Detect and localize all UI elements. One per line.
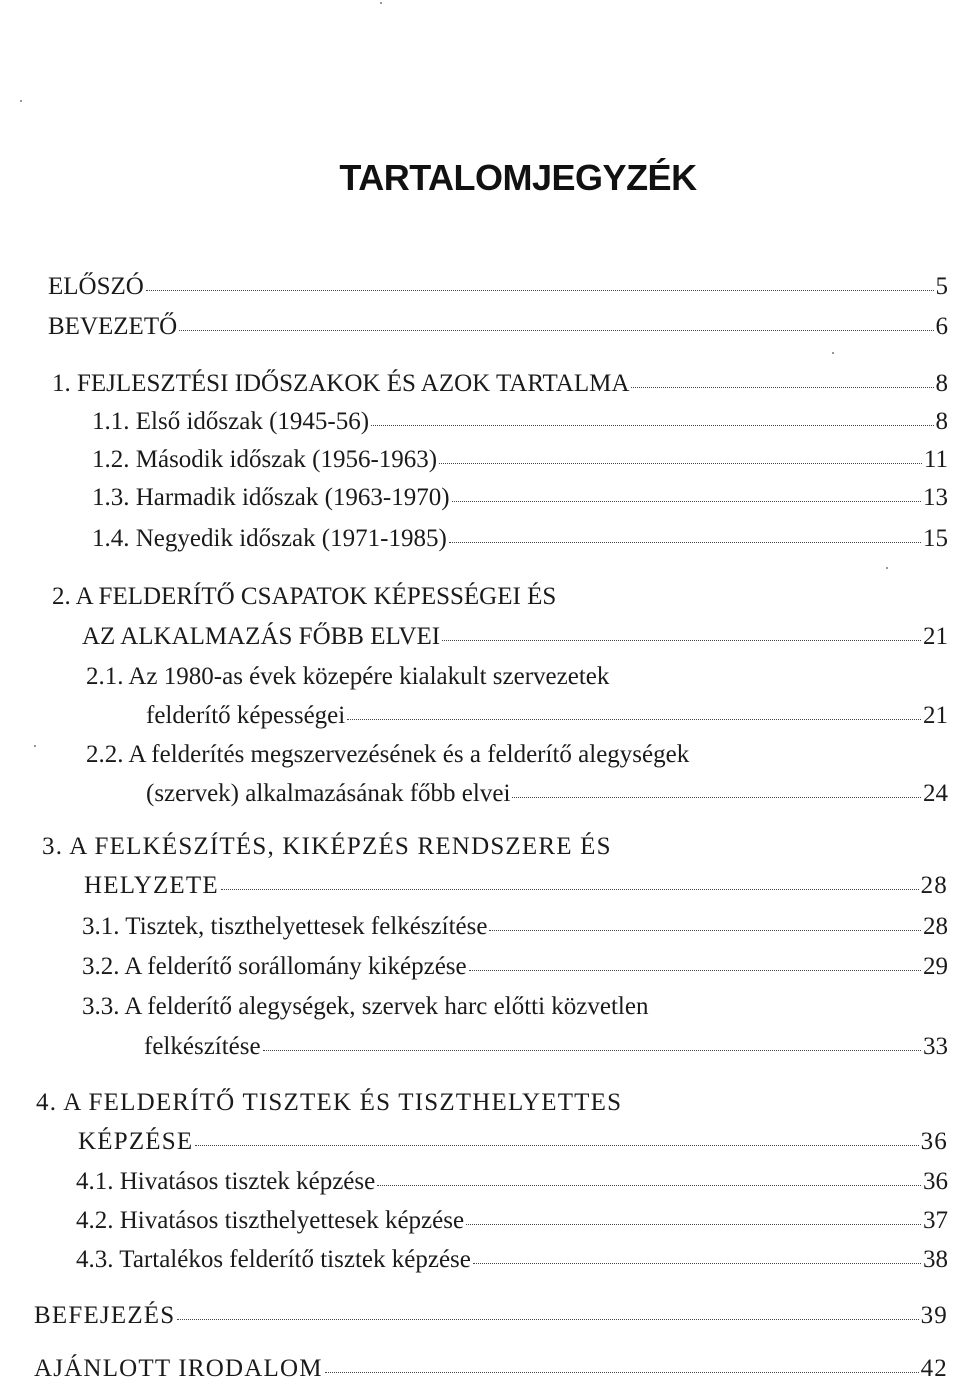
toc-entry-label: 1.4. Negyedik időszak (1971-1985)	[92, 525, 447, 552]
toc-entry-page: 42	[920, 1355, 948, 1382]
toc-entry-section-2-1-line1[interactable]	[86, 660, 948, 694]
toc-entry-label: ELŐSZÓ	[48, 273, 144, 300]
toc-entry-eloszo[interactable]	[48, 270, 948, 304]
dot-leader	[473, 1262, 921, 1264]
toc-entry-section-2-2-line1[interactable]	[86, 738, 948, 772]
toc-entry-page: 13	[923, 484, 948, 511]
dot-leader	[489, 929, 921, 931]
toc-entry-page: 38	[923, 1246, 948, 1273]
toc-entry-label: 4.3. Tartalékos felderítő tisztek képzése	[76, 1246, 471, 1273]
toc-entry-section-3-1[interactable]	[82, 910, 948, 944]
toc-entry-befejezes[interactable]	[34, 1299, 948, 1333]
toc-entry-page: 24	[923, 780, 948, 807]
dot-leader	[452, 500, 921, 502]
toc-entry-page: 29	[923, 953, 948, 980]
toc-entry-page: 37	[923, 1207, 948, 1234]
scan-speck	[34, 745, 36, 747]
toc-entry-label: AZ ALKALMAZÁS FŐBB ELVEI	[82, 623, 441, 650]
toc-entry-page: 39	[920, 1302, 948, 1329]
toc-entry-label: 1. FEJLESZTÉSI IDŐSZAKOK ÉS AZOK TARTALMA	[52, 370, 630, 397]
toc-entry-label: BEFEJEZÉS	[34, 1302, 176, 1329]
toc-entry-label: 2. A FELDERÍTŐ CSAPATOK KÉPESSÉGEI ÉS	[52, 583, 557, 610]
toc-entry-label: (szervek) alkalmazásának főbb elvei	[146, 780, 511, 807]
toc-entry-section-1-4[interactable]	[92, 522, 948, 556]
dot-leader	[221, 888, 919, 890]
toc-entry-label: 4.1. Hivatásos tisztek képzése	[76, 1168, 376, 1195]
toc-entry-page: 21	[923, 623, 948, 650]
toc-entry-label: BEVEZETŐ	[48, 313, 178, 340]
dot-leader	[439, 462, 922, 464]
toc-entry-page: 11	[923, 446, 948, 473]
toc-entry-section-1-2[interactable]	[92, 443, 948, 477]
toc-entry-section-3-2[interactable]	[82, 950, 948, 984]
toc-entry-label: 2.1. Az 1980-as évek közepére kialakult szervezetek	[86, 663, 610, 690]
toc-entry-label: 1.3. Harmadik időszak (1963-1970)	[92, 484, 450, 511]
dot-leader	[146, 289, 934, 291]
page-title: TARTALOMJEGYZÉK	[339, 157, 697, 198]
toc-entry-label: 3.1. Tisztek, tiszthelyettesek felkészítése	[82, 913, 488, 940]
dot-leader	[179, 329, 933, 331]
toc-entry-page: 15	[923, 525, 948, 552]
toc-entry-section-3-3[interactable]	[144, 1030, 948, 1064]
toc-entry-section-4-1[interactable]	[76, 1165, 948, 1199]
toc-entry-page: 28	[920, 872, 948, 899]
dot-leader	[347, 718, 921, 720]
scan-speck	[832, 352, 834, 354]
toc-entry-page: 36	[920, 1128, 948, 1155]
toc-entry-label: 1.2. Második időszak (1956-1963)	[92, 446, 438, 473]
scan-speck	[380, 2, 382, 4]
toc-entry-label: 2.2. A felderítés megszervezésének és a felderítő alegységek	[86, 741, 690, 768]
dot-leader	[466, 1223, 921, 1225]
toc-entry-label: AJÁNLOTT IRODALOM	[34, 1355, 323, 1382]
toc-entry-chapter-2[interactable]	[82, 620, 948, 654]
dot-leader	[442, 639, 921, 641]
toc-entry-page: 21	[923, 702, 948, 729]
dot-leader	[195, 1144, 918, 1146]
toc-entry-label: 4. A FELDERÍTŐ TISZTEK ÉS TISZTHELYETTES	[36, 1089, 623, 1116]
toc-entry-chapter-2-line1[interactable]	[52, 580, 948, 614]
toc-entry-label: 3.3. A felderítő alegységek, szervek harc előtti közvetlen	[82, 993, 649, 1020]
toc-entry-label: KÉPZÉSE	[78, 1128, 194, 1155]
toc-entry-label: felderítő képességei	[146, 702, 346, 729]
toc-entry-section-1-3[interactable]	[92, 481, 948, 515]
dot-leader	[177, 1318, 918, 1320]
toc-entry-label: 4.2. Hivatásos tiszthelyettesek képzése	[76, 1207, 465, 1234]
toc-entry-chapter-4[interactable]	[78, 1125, 948, 1159]
toc-entry-page: 8	[935, 370, 948, 397]
toc-entry-label: HELYZETE	[84, 872, 219, 899]
toc-entry-page: 5	[935, 273, 948, 300]
toc-entry-page: 33	[923, 1033, 948, 1060]
dot-leader	[469, 969, 921, 971]
toc-entry-section-2-1[interactable]	[146, 699, 948, 733]
toc-entry-label: 3.2. A felderítő sorállomány kiképzése	[82, 953, 467, 980]
dot-leader	[325, 1371, 919, 1373]
toc-entry-page: 28	[923, 913, 948, 940]
dot-leader	[263, 1049, 921, 1051]
toc-entry-chapter-4-line1[interactable]	[36, 1086, 948, 1120]
toc-entry-section-4-2[interactable]	[76, 1204, 948, 1238]
toc-entry-ajanlott-irodalom[interactable]	[34, 1352, 948, 1386]
toc-entry-page: 8	[935, 408, 948, 435]
toc-entry-bevezeto[interactable]	[48, 310, 948, 344]
toc-entry-page: 36	[923, 1168, 948, 1195]
toc-entry-chapter-1[interactable]	[52, 367, 948, 401]
dot-leader	[512, 796, 921, 798]
toc-entry-label: 1.1. Első időszak (1945-56)	[92, 408, 370, 435]
dot-leader	[631, 386, 933, 388]
scan-speck	[886, 567, 888, 569]
dot-leader	[371, 424, 933, 426]
toc-entry-section-4-3[interactable]	[76, 1243, 948, 1277]
toc-entry-label: 3. A FELKÉSZÍTÉS, KIKÉPZÉS RENDSZERE ÉS	[42, 833, 612, 860]
dot-leader	[449, 541, 921, 543]
toc-entry-section-3-3-line1[interactable]	[82, 990, 948, 1024]
scan-speck	[20, 100, 22, 102]
toc-entry-label: felkészítése	[144, 1033, 261, 1060]
toc-entry-section-1-1[interactable]	[92, 405, 948, 439]
toc-entry-chapter-3-line1[interactable]	[42, 830, 948, 864]
toc-entry-chapter-3[interactable]	[84, 869, 948, 903]
dot-leader	[377, 1184, 921, 1186]
toc-entry-page: 6	[935, 313, 948, 340]
toc-entry-section-2-2[interactable]	[146, 777, 948, 811]
